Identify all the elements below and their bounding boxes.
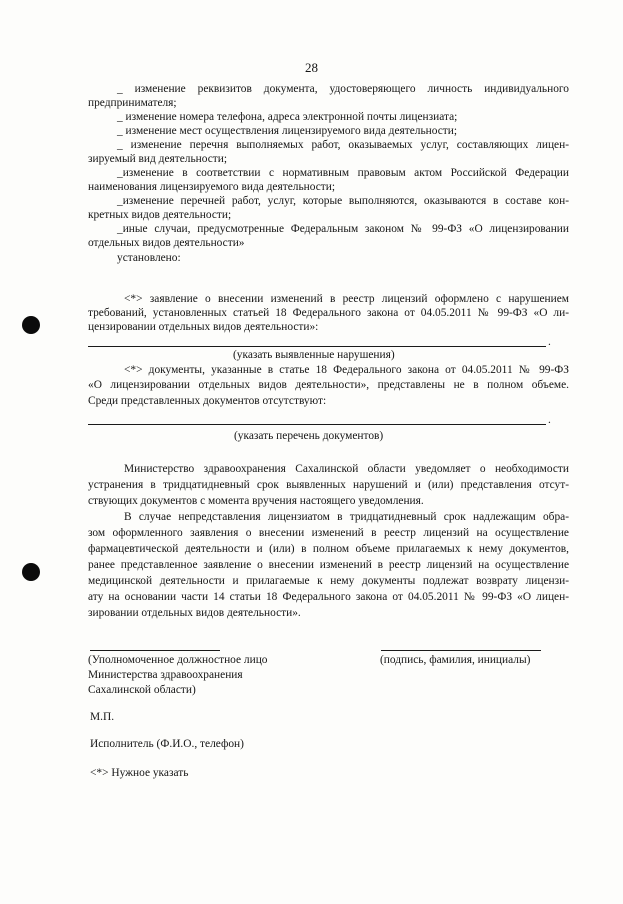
return-line: фармацевтической деятельности и (или) в полном объеме прилагаемых к нему документов, [88,543,569,555]
page-number: 28 [305,60,318,75]
signature-line [381,650,541,651]
ministry-line: устранения в тридцатидневный срок выявленных нарушений и (или) представления отсут- [88,479,569,491]
signatory-line: Сахалинской области) [88,684,196,696]
docs-fill-line [88,424,546,425]
docs-line: «О лицензировании отдельных видов деятельности», представлены не в полном объеме. [88,379,569,391]
return-line: зом оформленного заявления о внесении изменений в реестр лицензий на осуществление [88,527,569,539]
return-line: ату на основании части 14 статьи 18 Федерального закона от 04.05.2011 № 99-ФЗ «О лицен- [88,591,569,603]
footnote: <*> Нужное указать [90,767,189,779]
docs-line: <*> документы, указанные в статье 18 Федерального закона от 04.05.2011 № 99-ФЗ [124,364,569,376]
item-line: кретных видов деятельности; [88,209,232,221]
stamp-label: М.П. [90,711,115,723]
punch-hole-bottom [22,563,40,581]
signatory-line: (Уполномоченное должностное лицо [88,654,268,666]
item-line: отдельных видов деятельности» [88,237,245,249]
docs-line: Среди представленных документов отсутствуют: [88,395,327,407]
item-line: _ изменение перечня выполняемых работ, оказываемых услуг, составляющих лицен- [117,139,569,151]
signature-caption: (подпись, фамилия, инициалы) [380,654,531,666]
ministry-line: Министерство здравоохранения Сахалинской области уведомляет о необходимости [124,463,569,475]
item-line: предпринимателя; [88,97,177,109]
fill-end-dot: . [548,336,551,348]
item-line: _ изменение номера телефона, адреса электронной почты лицензиата; [117,111,458,123]
docs-caption: (указать перечень документов) [234,430,384,442]
punch-hole-top [22,316,40,334]
violation-fill-line [88,346,546,347]
item-line: _изменение в соответствии с нормативным правовым актом Российской Федерации [117,167,569,179]
signatory-line: Министерства здравоохранения [88,669,243,681]
return-line: медицинской деятельности и прилагаемые к нему документы подлежат возврату лицензи- [88,575,569,587]
fill-end-dot: . [548,414,551,426]
return-line: ранее представленное заявление о внесении изменений в реестр лицензий на осуществление [88,559,569,571]
item-line: _изменение перечней работ, услуг, которые выполняются, оказываются в составе кон- [117,195,569,207]
return-line: В случае непредставления лицензиатом в тридцатидневный срок надлежащим обра- [124,511,569,523]
item-line: _ изменение реквизитов документа, удостоверяющего личность индивидуального [117,83,569,95]
item-line: _ изменение мест осуществления лицензируемого вида деятельности; [117,125,458,137]
executor-label: Исполнитель (Ф.И.О., телефон) [90,738,244,750]
ministry-line: ствующих документов с момента вручения настоящего уведомления. [88,495,424,507]
established-label: установлено: [117,252,181,264]
violation-line: <*> заявление о внесении изменений в реестр лицензий оформлено с нарушением [124,293,569,305]
return-line: зировании отдельных видов деятельности». [88,607,301,619]
official-signature-line [90,650,220,651]
item-line: зируемый вид деятельности; [88,153,228,165]
violation-line: цензировании отдельных видов деятельности»: [88,321,319,333]
violation-line: требований, установленных статьей 18 Федерального закона от 04.05.2011 № 99-ФЗ «О ли- [88,307,569,319]
violation-caption: (указать выявленные нарушения) [233,349,395,361]
item-line: наименования лицензируемого вида деятельности; [88,181,336,193]
item-line: _иные случаи, предусмотренные Федеральным законом № 99-ФЗ «О лицензировании [117,223,569,235]
